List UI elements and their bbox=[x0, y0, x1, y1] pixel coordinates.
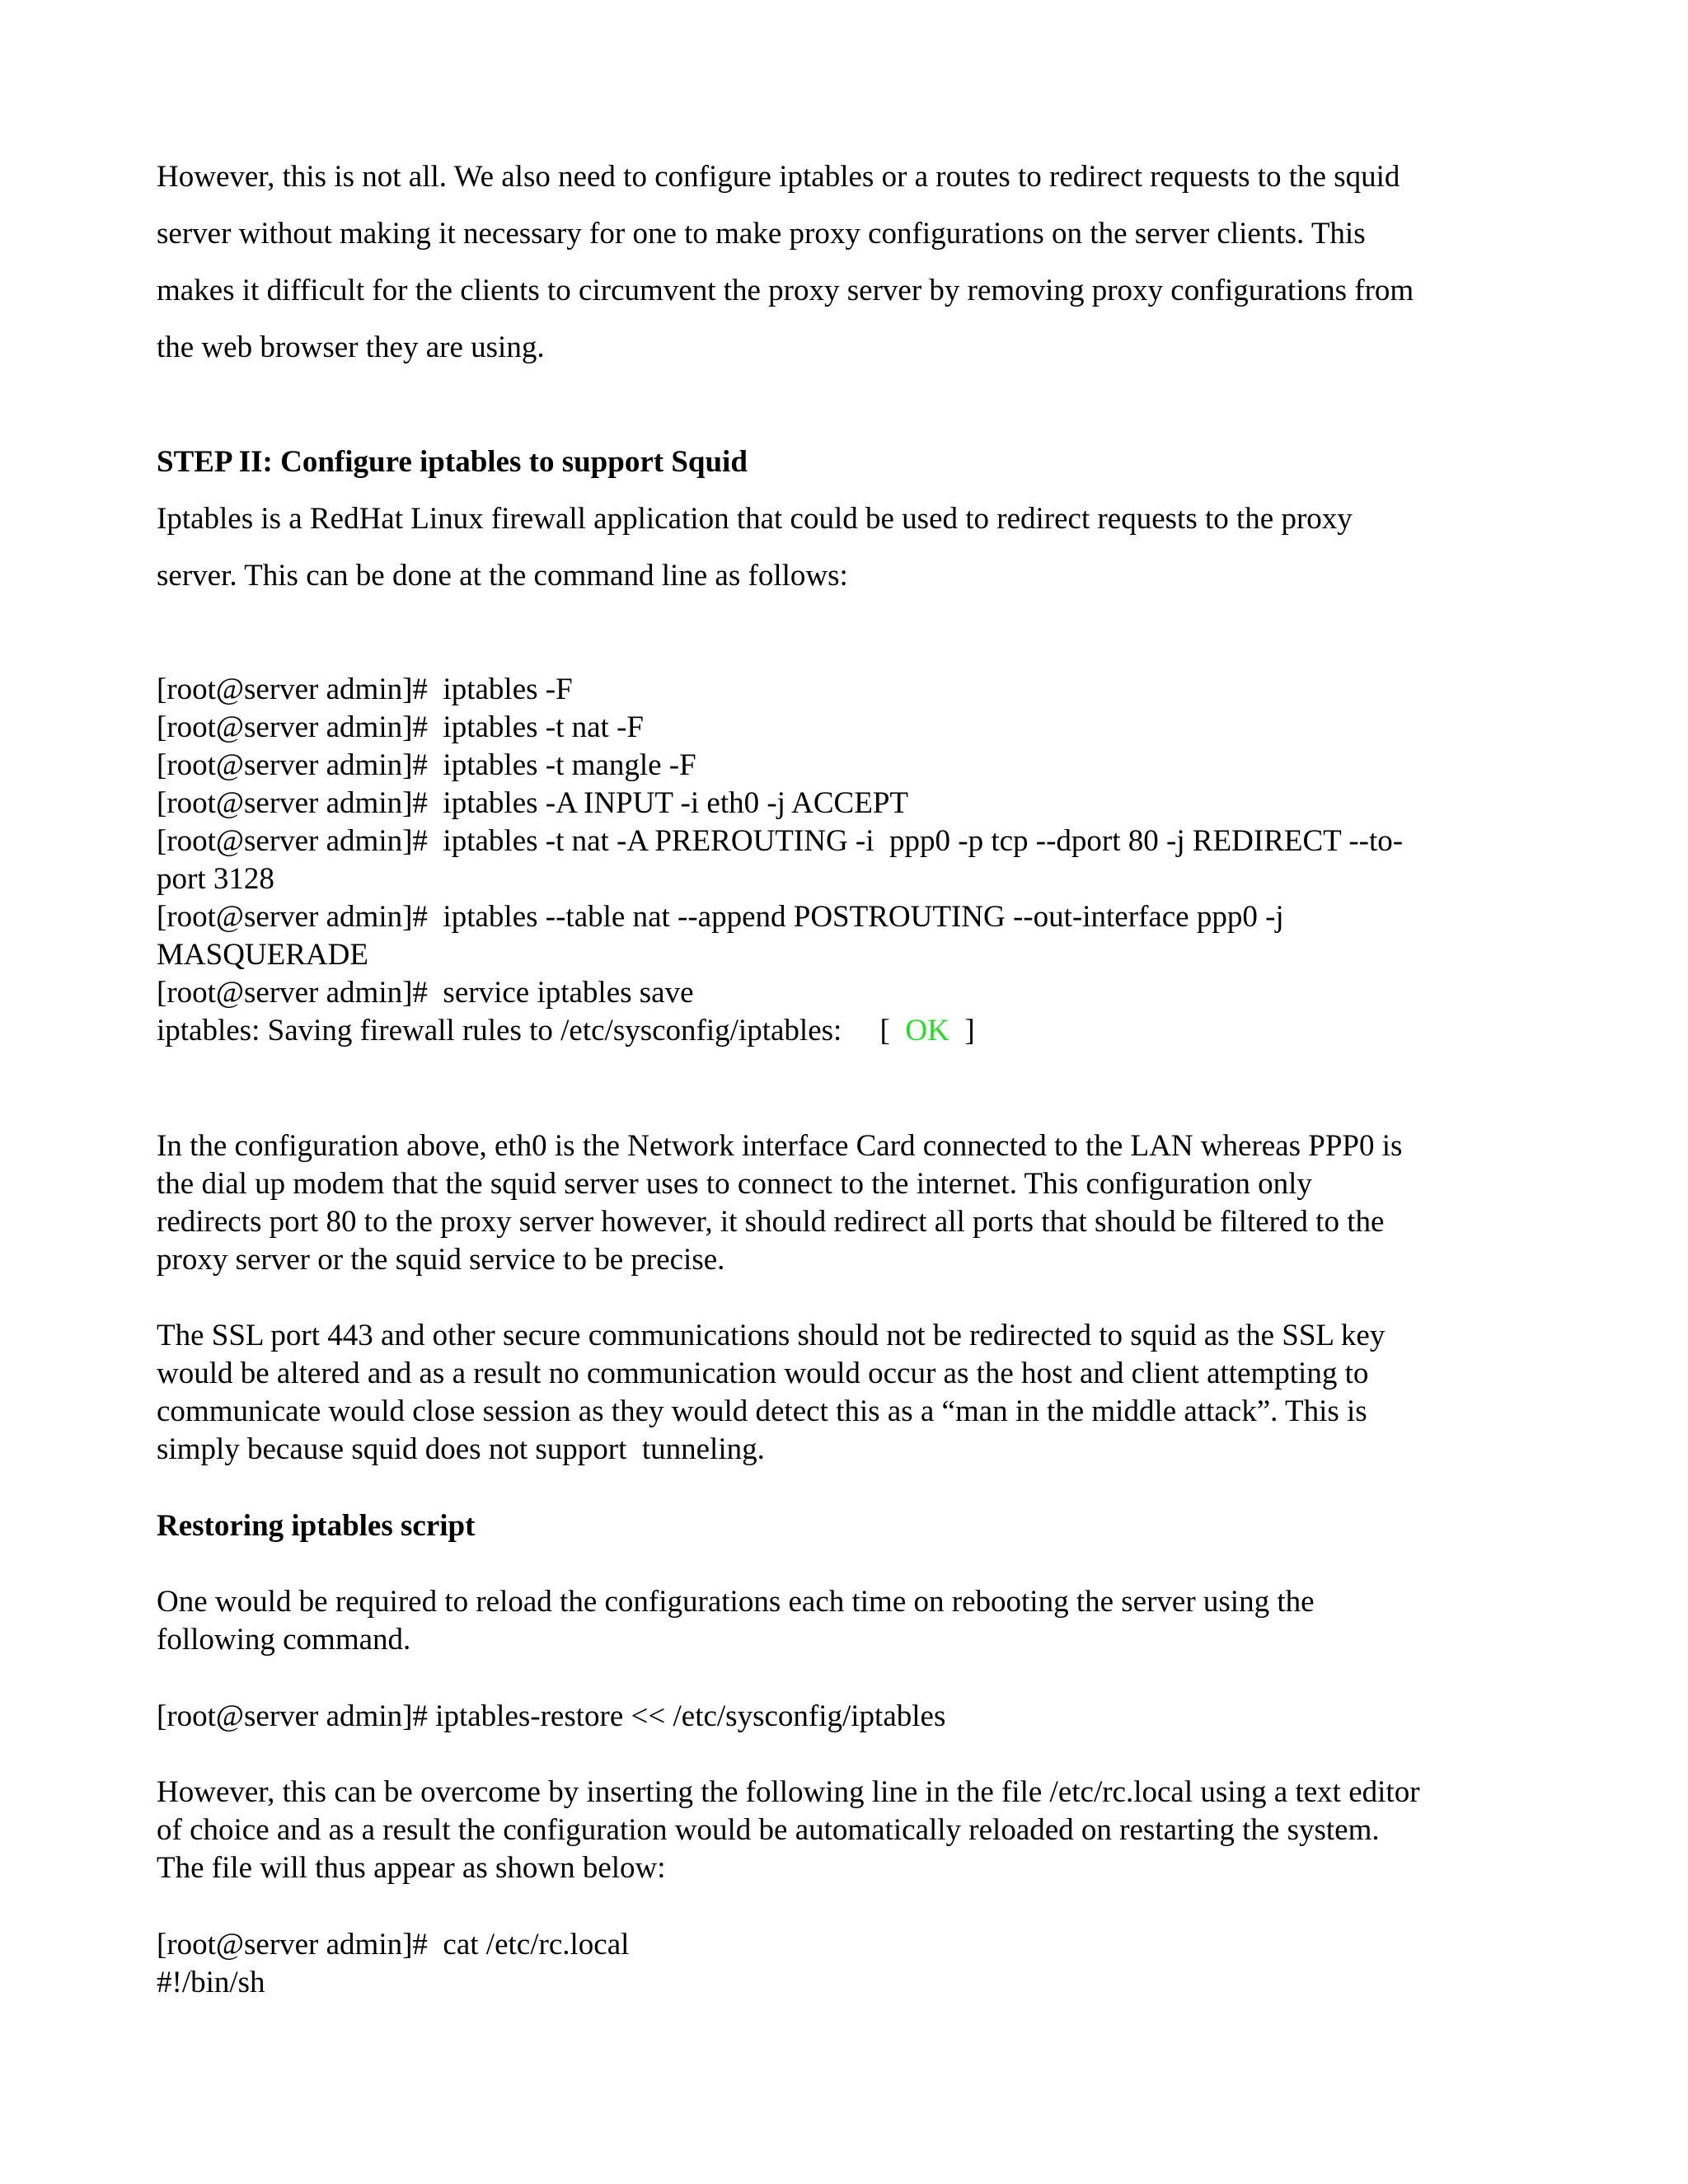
intro-line: server without making it necessary for one to make proxy configurations on the server clients. This bbox=[157, 217, 1366, 251]
command-line: [root@server admin]# iptables --table nat --append POSTROUTING --out-interface ppp0 -j bbox=[157, 900, 1284, 934]
command-line: [root@server admin]# iptables -A INPUT -i eth0 -j ACCEPT bbox=[157, 786, 909, 820]
ssl-line: would be altered and as a result no communication would occur as the host and client attempting to bbox=[157, 1357, 1369, 1390]
save-output-bracket: ] bbox=[949, 1014, 975, 1047]
rclocal-line: #!/bin/sh bbox=[157, 1966, 265, 1999]
intro-paragraph bbox=[157, 148, 1541, 376]
restoring-line: following command. bbox=[157, 1623, 411, 1657]
ssl-line: The SSL port 443 and other secure communications should not be redirected to squid as the SSL key bbox=[157, 1319, 1386, 1352]
ok-status: OK bbox=[905, 1014, 950, 1047]
command-line: MASQUERADE bbox=[157, 938, 368, 972]
intro-line: However, this is not all. We also need to configure iptables or a routes to redirect requests to the squid bbox=[157, 160, 1400, 194]
step2-line: Iptables is a RedHat Linux firewall application that could be used to redirect requests to the proxy bbox=[157, 502, 1353, 536]
ssl-line: simply because squid does not support tunneling. bbox=[157, 1432, 765, 1466]
command-line: [root@server admin]# iptables -t nat -F bbox=[157, 710, 644, 744]
rclocal-listing bbox=[157, 1926, 1541, 2002]
overcome-line: However, this can be overcome by inserting the following line in the file /etc/rc.local using a text editor bbox=[157, 1775, 1420, 1809]
restoring-paragraph bbox=[157, 1583, 1541, 1659]
intro-line: the web browser they are using. bbox=[157, 330, 545, 364]
restoring-heading: Restoring iptables script bbox=[157, 1509, 476, 1543]
save-output-text: iptables: Saving firewall rules to /etc/sysconfig/iptables: [ bbox=[157, 1014, 906, 1047]
intro-line: makes it difficult for the clients to circumvent the proxy server by removing proxy configurations from bbox=[157, 274, 1414, 307]
step2-heading: STEP II: Configure iptables to support Squid bbox=[157, 445, 748, 479]
step2-line: server. This can be done at the command line as follows: bbox=[157, 559, 848, 593]
restoring-line: One would be required to reload the configurations each time on rebooting the server using the bbox=[157, 1585, 1315, 1619]
explanation-line: redirects port 80 to the proxy server however, it should redirect all ports that should be filtered to the bbox=[157, 1205, 1385, 1239]
command-line: [root@server admin]# iptables -F bbox=[157, 673, 573, 706]
restore-command bbox=[157, 1698, 1541, 1736]
explanation-line: the dial up modem that the squid server uses to connect to the internet. This configuration only bbox=[157, 1167, 1312, 1201]
ssl-paragraph bbox=[157, 1317, 1541, 1469]
explanation-paragraph bbox=[157, 1127, 1541, 1279]
step2-section bbox=[157, 434, 1541, 604]
explanation-line: In the configuration above, eth0 is the Network interface Card connected to the LAN whereas PPP0 is bbox=[157, 1129, 1403, 1163]
command-line: [root@server admin]# service iptables save bbox=[157, 976, 694, 1010]
overcome-line: The file will thus appear as shown below: bbox=[157, 1851, 666, 1885]
command-line: port 3128 bbox=[157, 862, 274, 896]
explanation-line: proxy server or the squid service to be precise. bbox=[157, 1243, 725, 1277]
overcome-line: of choice and as a result the configuration would be automatically reloaded on restarting the system. bbox=[157, 1813, 1380, 1847]
restore-command-line: [root@server admin]# iptables-restore << /etc/sysconfig/iptables bbox=[157, 1699, 946, 1733]
restoring-section bbox=[157, 1507, 1541, 1545]
save-output-line bbox=[157, 1012, 1541, 1050]
command-line: [root@server admin]# iptables -t nat -A PREROUTING -i ppp0 -p tcp --dport 80 -j REDIRECT --to- bbox=[157, 824, 1404, 858]
ssl-line: communicate would close session as they would detect this as a “man in the middle attack”. This is bbox=[157, 1394, 1367, 1428]
iptables-command-listing bbox=[157, 671, 1541, 1050]
rclocal-line: [root@server admin]# cat /etc/rc.local bbox=[157, 1928, 630, 1961]
command-line: [root@server admin]# iptables -t mangle -F bbox=[157, 748, 696, 782]
overcome-paragraph bbox=[157, 1774, 1541, 1887]
